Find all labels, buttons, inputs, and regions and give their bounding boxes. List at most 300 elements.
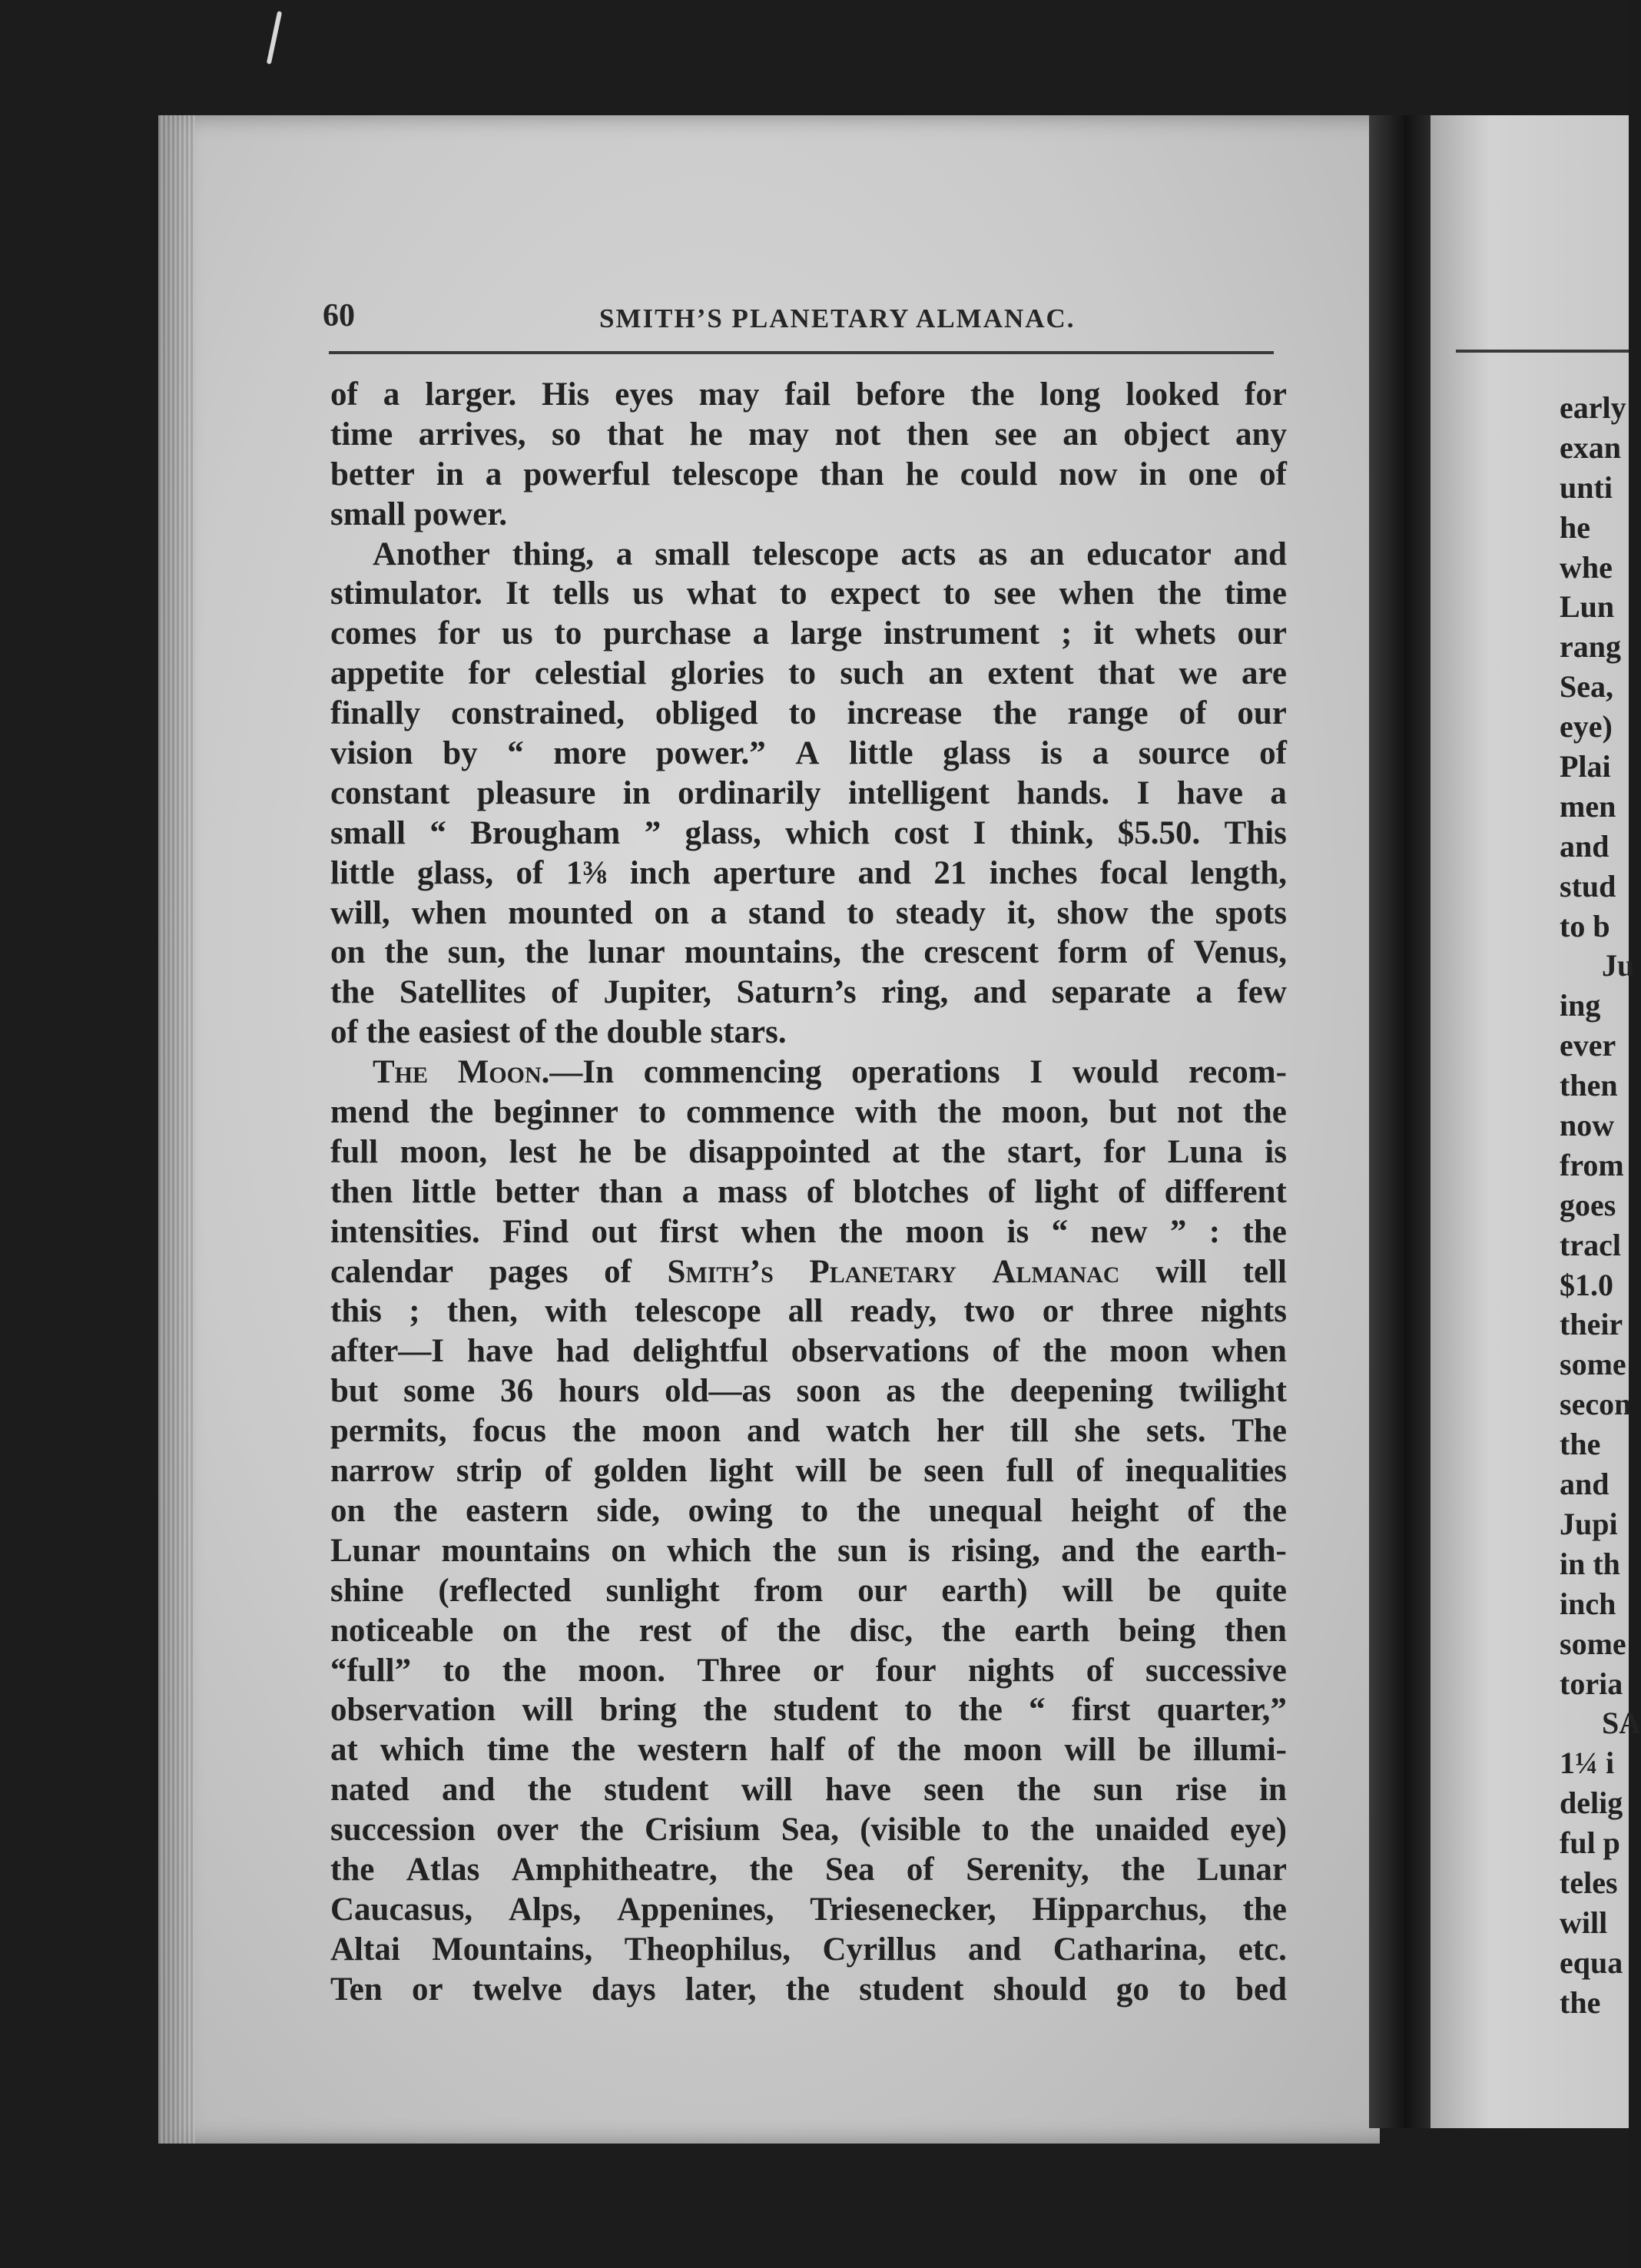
word: hours [559, 1373, 640, 1410]
word: intelligent [848, 774, 990, 811]
word: an [1063, 416, 1098, 453]
word: out [591, 1213, 638, 1250]
word: be [1138, 1732, 1172, 1769]
word: stimulator. [330, 575, 482, 612]
word: which [785, 814, 870, 851]
word: little [330, 854, 395, 891]
text-line [330, 1651, 1287, 1691]
word: 36 [500, 1373, 534, 1410]
word: Luna [1167, 1133, 1243, 1170]
text-line [330, 1371, 1287, 1411]
text-line [330, 1292, 1287, 1331]
word: moon, [1001, 1094, 1089, 1131]
word: may [748, 416, 809, 453]
word: the [393, 1492, 438, 1529]
word: Catharina, [1053, 1931, 1207, 1968]
word: us [632, 575, 664, 612]
word: disappointed [688, 1133, 870, 1170]
word: I [1136, 774, 1150, 811]
fragment-line: Ju [1602, 948, 1635, 983]
word: the [502, 1652, 547, 1689]
word: the [579, 1812, 624, 1849]
text-line [330, 455, 1287, 495]
word: I [1029, 1054, 1043, 1091]
word: by [443, 735, 478, 772]
fragment-line: Plai [1560, 749, 1611, 784]
fragment-line: will [1560, 1905, 1608, 1940]
word: than [820, 456, 884, 492]
word: ” [644, 814, 661, 851]
word: of [518, 1014, 546, 1051]
word: the [527, 1772, 572, 1809]
word: should [993, 1971, 1087, 2008]
word: the [1242, 1492, 1287, 1529]
word: in [622, 774, 651, 811]
fragment-line: their [1560, 1307, 1623, 1342]
word: the [993, 695, 1037, 732]
word: looked [1125, 376, 1220, 413]
page-number: 60 [323, 298, 355, 333]
text-line [330, 1451, 1287, 1491]
word: the [1149, 894, 1194, 931]
word: the [772, 1532, 817, 1569]
word: be [868, 1453, 902, 1490]
word: Mountains, [432, 1931, 593, 1968]
word: till [1009, 1413, 1049, 1450]
word: then, [446, 1293, 518, 1330]
word: in [436, 456, 464, 492]
word: the [749, 1851, 794, 1888]
fragment-line: delig [1560, 1786, 1623, 1821]
word: and [442, 1772, 496, 1809]
word: will [741, 1772, 793, 1809]
word: when [741, 1213, 817, 1250]
word: western [637, 1732, 748, 1769]
word: all [787, 1293, 824, 1330]
word: have [1176, 774, 1243, 811]
word: mass [718, 1173, 787, 1210]
word: 21 [933, 854, 967, 891]
word: us [501, 615, 533, 652]
word: the [776, 1612, 821, 1649]
text-line [330, 854, 1287, 894]
word: on [330, 934, 366, 971]
word: power. [413, 496, 508, 532]
fragment-line: from [1560, 1147, 1624, 1182]
word: commence [686, 1094, 835, 1131]
word: first [1071, 1692, 1131, 1729]
word: it, [1006, 894, 1036, 931]
word: and [747, 1413, 801, 1450]
word: that [606, 416, 664, 453]
word: “full” [330, 1652, 412, 1689]
word: noticeable [330, 1612, 474, 1649]
word: as [886, 1373, 916, 1410]
word: for [1245, 376, 1287, 413]
word: obliged [655, 695, 758, 732]
word: of [330, 1014, 358, 1051]
fragment-line: eye) [1560, 709, 1613, 744]
word: to [554, 615, 582, 652]
word: think, [1009, 814, 1094, 851]
word: to [943, 575, 971, 612]
word: blotches [853, 1173, 969, 1210]
word: to [788, 695, 817, 732]
fragment-line: he [1560, 509, 1590, 545]
word: sun [1093, 1772, 1143, 1809]
word: student [604, 1772, 709, 1809]
word: Find [502, 1213, 569, 1250]
header-rule [329, 351, 1274, 354]
word: “ [507, 735, 524, 772]
word: increase [847, 695, 963, 732]
word: tell [1242, 1253, 1287, 1290]
word: and [1233, 536, 1287, 572]
book-gutter [1369, 115, 1430, 2128]
word: observations [791, 1333, 970, 1370]
word: object [1123, 416, 1210, 453]
word: start, [1007, 1133, 1082, 1170]
word: form [1057, 934, 1128, 971]
word: a [1195, 974, 1212, 1011]
word: to [847, 894, 875, 931]
word: owing [688, 1492, 773, 1529]
word: bring [599, 1692, 677, 1729]
word: is [1006, 1213, 1029, 1250]
word: quite [1215, 1572, 1287, 1609]
word: such [840, 655, 905, 692]
text-line [330, 1890, 1287, 1930]
word: double [606, 1014, 702, 1051]
word: succession [330, 1812, 476, 1849]
word: the [1121, 1851, 1165, 1888]
word: stars. [710, 1014, 787, 1051]
word: constant [330, 774, 450, 811]
word: The [373, 1054, 429, 1091]
page-edges [158, 115, 195, 2144]
fragment-line: SA [1602, 1706, 1641, 1741]
word: arrives, [418, 416, 526, 453]
word: moon. [578, 1652, 665, 1689]
word: ready, [850, 1293, 937, 1330]
word: any [1235, 416, 1287, 453]
word: the [1157, 575, 1202, 612]
word: half [770, 1732, 825, 1769]
word: four [875, 1652, 937, 1689]
fragment-line: now [1560, 1108, 1615, 1143]
word: Three [697, 1652, 781, 1689]
word: seen [923, 1453, 985, 1490]
right-page-text-fragments [1560, 388, 1641, 2023]
word: eye) [1230, 1812, 1287, 1849]
word: when [1059, 575, 1135, 612]
word: golden [593, 1453, 688, 1490]
word: of [906, 1851, 934, 1888]
fragment-line: goes [1560, 1187, 1616, 1222]
word: Alps, [508, 1891, 582, 1928]
word: to [779, 575, 807, 612]
word: moon [641, 1413, 721, 1450]
word: will [522, 1692, 574, 1729]
text-line [330, 1093, 1287, 1132]
word: steady [895, 894, 986, 931]
word: cost [893, 814, 950, 851]
word: a [1092, 735, 1109, 772]
word: long [1039, 376, 1101, 413]
word: range [1067, 695, 1149, 732]
word: twelve [472, 1971, 562, 2008]
word: (reflected [438, 1572, 572, 1609]
word: then [906, 416, 970, 453]
word: a [681, 1173, 699, 1210]
word: will [795, 1453, 847, 1490]
word: Theophilus, [624, 1931, 791, 1968]
text-line [330, 1331, 1287, 1371]
word: or [812, 1652, 844, 1689]
word: of [987, 1173, 1016, 1210]
word: Almanac [992, 1253, 1120, 1290]
word: that [1097, 655, 1155, 692]
right-page-header-rule [1456, 350, 1629, 353]
word: watch [826, 1413, 911, 1450]
text-line [330, 1810, 1287, 1850]
word: the [785, 1971, 830, 2008]
fragment-line: Sea, [1560, 669, 1613, 705]
word: different [1164, 1173, 1287, 1210]
word: of [604, 1253, 632, 1290]
word: aperture [713, 854, 836, 891]
word: ; [409, 1293, 420, 1330]
word: of [1179, 695, 1207, 732]
word: the [856, 1492, 901, 1529]
word: new [1090, 1213, 1148, 1250]
word: telescope [634, 1293, 761, 1330]
fragment-line: unti [1560, 469, 1613, 505]
fragment-line: ful p [1560, 1825, 1620, 1861]
word: glass [943, 735, 1011, 772]
word: of [992, 1333, 1020, 1370]
fragment-line: whe [1560, 549, 1613, 585]
word: comes [330, 615, 417, 652]
word: unequal [928, 1492, 1043, 1529]
word: show [1056, 894, 1129, 931]
word: strip [456, 1453, 522, 1490]
fragment-line: men [1560, 788, 1616, 824]
word: a [752, 615, 770, 652]
text-line [330, 1611, 1287, 1651]
word: earth) [941, 1572, 1028, 1609]
word: could [960, 456, 1038, 492]
word: extent [987, 655, 1074, 692]
word: length, [1190, 854, 1287, 891]
word: had [555, 1333, 610, 1370]
word: few [1237, 974, 1287, 1011]
text-line [330, 654, 1287, 694]
word: rise [1175, 1772, 1227, 1809]
word: a [615, 536, 633, 572]
word: source [1138, 735, 1230, 772]
word: little [412, 1173, 476, 1210]
word: now [1059, 456, 1118, 492]
word: he [689, 416, 723, 453]
word: her [936, 1413, 984, 1450]
word: inequalities [1125, 1453, 1287, 1490]
word: lest [509, 1133, 557, 1170]
fragment-line: equa [1560, 1945, 1623, 1980]
fragment-line: early [1560, 390, 1626, 425]
fragment-line: some [1560, 1347, 1626, 1382]
word: Planetary [809, 1253, 956, 1290]
word: our [1237, 615, 1287, 652]
word: it [1093, 615, 1114, 652]
word: at [892, 1133, 920, 1170]
word: the [1242, 1213, 1287, 1250]
text-line [330, 1411, 1287, 1451]
word: It [505, 575, 529, 612]
word: earth- [1200, 1532, 1287, 1569]
word: The [1232, 1413, 1287, 1450]
word: of [1076, 1453, 1104, 1490]
word: the [330, 1851, 375, 1888]
word: he [578, 1133, 612, 1170]
fragment-line: in th [1560, 1546, 1620, 1581]
word: 1⅜ [565, 854, 608, 891]
word: height [1070, 1492, 1159, 1529]
fragment-line: $1.0 [1560, 1267, 1613, 1302]
word: three [1100, 1293, 1174, 1330]
word: the [1242, 1094, 1287, 1131]
word: is [1265, 1133, 1287, 1170]
text-line [330, 933, 1287, 973]
word: on [502, 1612, 538, 1649]
word: pages [489, 1253, 569, 1290]
word: student [859, 1971, 964, 2008]
word: and [857, 854, 912, 891]
word: full [1006, 1453, 1054, 1490]
text-line [330, 1730, 1287, 1770]
word: will, [330, 894, 390, 931]
word: the [330, 974, 375, 1011]
running-title: SMITH’S PLANETARY ALMANAC. [599, 303, 1076, 333]
word: illumi- [1193, 1732, 1287, 1769]
word: deepening [1009, 1373, 1154, 1410]
word: the [366, 1014, 410, 1051]
word: days [591, 1971, 656, 2008]
word: side, [596, 1492, 660, 1529]
word: This [1224, 814, 1287, 851]
word: delightful [632, 1333, 768, 1370]
word: celestial [534, 655, 647, 692]
word: Sea [824, 1851, 875, 1888]
word: mounted [508, 894, 633, 931]
word: be [1148, 1572, 1182, 1609]
word: of [1146, 934, 1175, 971]
word: the [1242, 1891, 1287, 1928]
word: intensities. [330, 1213, 480, 1250]
text-line [330, 1690, 1287, 1730]
word: when [1211, 1333, 1287, 1370]
word: operations [851, 1054, 1000, 1091]
word: see [993, 575, 1036, 612]
word: Venus, [1193, 934, 1287, 971]
word: the [860, 934, 905, 971]
fragment-line: toria [1560, 1666, 1623, 1701]
word: Altai [330, 1931, 400, 1968]
word: time [330, 416, 393, 453]
text-line [330, 1172, 1287, 1212]
text-line [330, 894, 1287, 933]
word: not [834, 416, 881, 453]
word: glories [670, 655, 764, 692]
word: old—as [665, 1373, 771, 1410]
word: so [552, 416, 582, 453]
word: on [330, 1492, 366, 1529]
running-head [323, 288, 1275, 334]
text-line [330, 535, 1287, 575]
word: when [411, 894, 487, 931]
word: nights [968, 1652, 1055, 1689]
body-text [330, 375, 1287, 2010]
word: the [940, 1373, 985, 1410]
word: the [565, 1612, 611, 1649]
word: will [1155, 1253, 1208, 1290]
word: of [1187, 1492, 1215, 1529]
word: whets [1135, 615, 1216, 652]
word: tells [552, 575, 610, 612]
word: as [978, 536, 1008, 572]
word: moon [1109, 1333, 1189, 1370]
word: in [1139, 456, 1167, 492]
word: spots [1215, 894, 1287, 931]
word: commencing [643, 1054, 822, 1091]
word: Jupiter, [603, 974, 712, 1011]
word: have [466, 1333, 533, 1370]
word: moon, [399, 1133, 488, 1170]
word: ring, [881, 974, 949, 1011]
word: Sea, [781, 1812, 839, 1849]
word: of [720, 1612, 748, 1649]
word: Satellites [399, 974, 526, 1011]
word: Lunar [330, 1532, 421, 1569]
word: then [1224, 1612, 1287, 1649]
text-line [330, 1491, 1287, 1531]
word: better [495, 1173, 580, 1210]
word: with [545, 1293, 608, 1330]
word: quarter,” [1156, 1692, 1287, 1729]
word: the [571, 1732, 616, 1769]
word: and [973, 974, 1027, 1011]
word: is [908, 1532, 930, 1569]
fragment-line: and [1560, 1467, 1610, 1502]
word: of [516, 854, 544, 891]
text-line [330, 1212, 1287, 1252]
word: Caucasus, [330, 1891, 473, 1928]
word: Another [373, 536, 490, 572]
word: moon [905, 1213, 985, 1250]
word: Triesenecker, [810, 1891, 996, 1928]
word: Saturn’s [736, 974, 857, 1011]
word: of [1259, 735, 1287, 772]
word: after—I [330, 1333, 445, 1370]
word: are [1242, 655, 1287, 692]
word: disc, [849, 1612, 913, 1649]
word: successive [1145, 1652, 1287, 1689]
word: eyes [615, 376, 674, 413]
text-line [330, 614, 1287, 654]
fragment-line: ever [1560, 1028, 1616, 1063]
word: being [1118, 1612, 1196, 1649]
fragment-line: stud [1560, 868, 1616, 904]
